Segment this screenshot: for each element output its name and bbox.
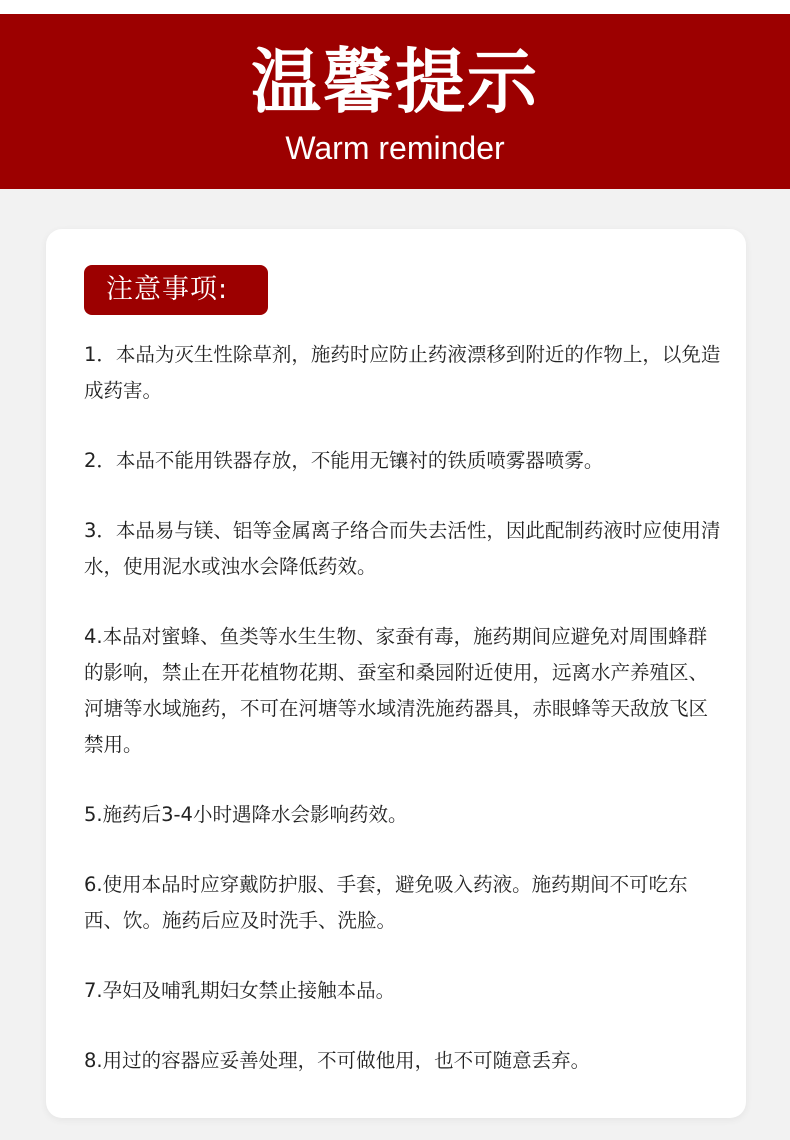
note-item-4: 4.本品对蜜蜂、鱼类等水生生物、家蚕有毒，施药期间应避免对周围蜂群的影响，禁止在开花植物花期、蚕室和桑园附近使用，远离水产养殖区、河塘等水域施药，不可在河塘等水域清洗施药器具，赤眼蜂等天敌放飞区禁用。	[84, 625, 709, 756]
note-item-7: 7.孕妇及哺乳期妇女禁止接触本品。	[84, 979, 396, 1002]
page-title: 温馨提示	[251, 41, 539, 123]
notice-card	[46, 229, 746, 1118]
top-strip	[0, 0, 790, 14]
note-item-3: 3．本品易与镁、铝等金属离子络合而失去活性，因此配制药液时应使用清水，使用泥水或浊水会降低药效。	[84, 519, 721, 578]
section-label: 注意事项:	[84, 265, 268, 315]
note-item-2: 2．本品不能用铁器存放，不能用无镶衬的铁质喷雾器喷雾。	[84, 449, 604, 472]
note-item-1: 1．本品为灭生性除草剂，施药时应防止药液漂移到附近的作物上，以免造成药害。	[84, 343, 721, 402]
note-item-5: 5.施药后3-4小时遇降水会影响药效。	[84, 803, 408, 826]
header-banner	[0, 14, 790, 189]
note-item-6: 6.使用本品时应穿戴防护服、手套，避免吸入药液。施药期间不可吃东西、饮。施药后应及时洗手、洗脸。	[84, 873, 688, 932]
note-item-8: 8.用过的容器应妥善处理，不可做他用，也不可随意丢弃。	[84, 1049, 591, 1072]
page-subtitle: Warm reminder	[285, 130, 505, 166]
notes-list	[84, 337, 724, 1113]
